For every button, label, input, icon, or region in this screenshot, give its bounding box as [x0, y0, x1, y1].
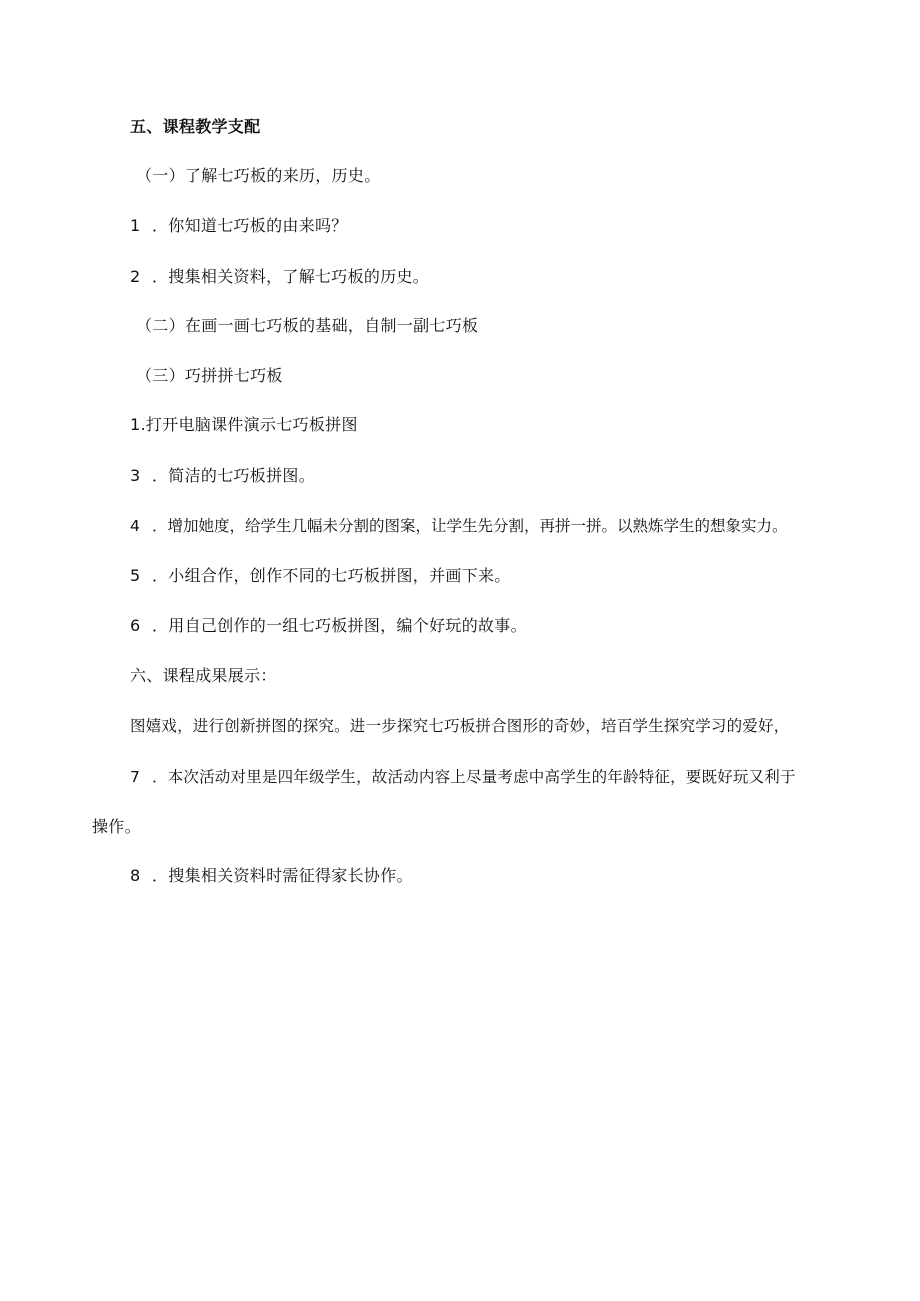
list-item-7-continuation: 操作。 — [92, 817, 141, 836]
list-item-number: 5 — [130, 566, 141, 585]
list-item-text: ．你知道七巧板的由来吗？ — [152, 216, 348, 235]
list-item-8 — [130, 865, 413, 887]
section-heading-5: 五、课程教学支配 — [130, 117, 261, 136]
list-item-3 — [130, 465, 315, 487]
list-item-text: ．搜集相关资料，了解七巧板的历史。 — [152, 267, 430, 286]
list-item-text: ．用自己创作的一组七巧板拼图，编个好玩的故事。 — [152, 616, 527, 635]
list-item-text: ．简洁的七巧板拼图。 — [152, 466, 316, 485]
list-item-7 — [130, 766, 796, 788]
list-item-5 — [130, 565, 511, 587]
list-item-number: 3 — [130, 466, 141, 485]
list-item-number: 6 — [130, 616, 141, 635]
list-item-text: ．增加她度，给学生几幅未分割的图案，让学生先分割，再拼一拼。以熟炼学生的想象实力。 — [152, 517, 788, 535]
paragraph-exploration: 图嬉戏，进行创新拼图的探究。进一步探究七巧板拼合图形的奇妙，培百学生探究学习的爱好， — [130, 717, 790, 735]
section-heading-6: 六、课程成果展示： — [130, 666, 277, 685]
list-item-4 — [130, 515, 788, 537]
list-item-2 — [130, 266, 429, 288]
subsection-2: （二）在画一画七巧板的基础，自制一副七巧板 — [136, 316, 479, 335]
subsection-1: （一）了解七巧板的来历，历史。 — [136, 166, 381, 185]
list-item-text: ．本次活动对里是四年级学生，故活动内容上尽量考虑中高学生的年龄特征，要既好玩又利于 — [152, 768, 796, 786]
subsection-3: （三）巧拼拼七巧板 — [136, 366, 283, 385]
list-item-text: ．小组合作，创作不同的七巧板拼图，并画下来。 — [152, 566, 511, 585]
list-item-6 — [130, 615, 527, 637]
list-item-computer-demo: 1.打开电脑课件演示七巧板拼图 — [130, 415, 358, 434]
list-item-number: 2 — [130, 267, 141, 286]
list-item-number: 4 — [130, 517, 140, 535]
list-item-1 — [130, 215, 348, 237]
list-item-number: 1 — [130, 216, 141, 235]
list-item-number: 8 — [130, 866, 141, 885]
list-item-text: ．搜集相关资料时需征得家长协作。 — [152, 866, 413, 885]
list-item-number: 7 — [130, 768, 141, 786]
